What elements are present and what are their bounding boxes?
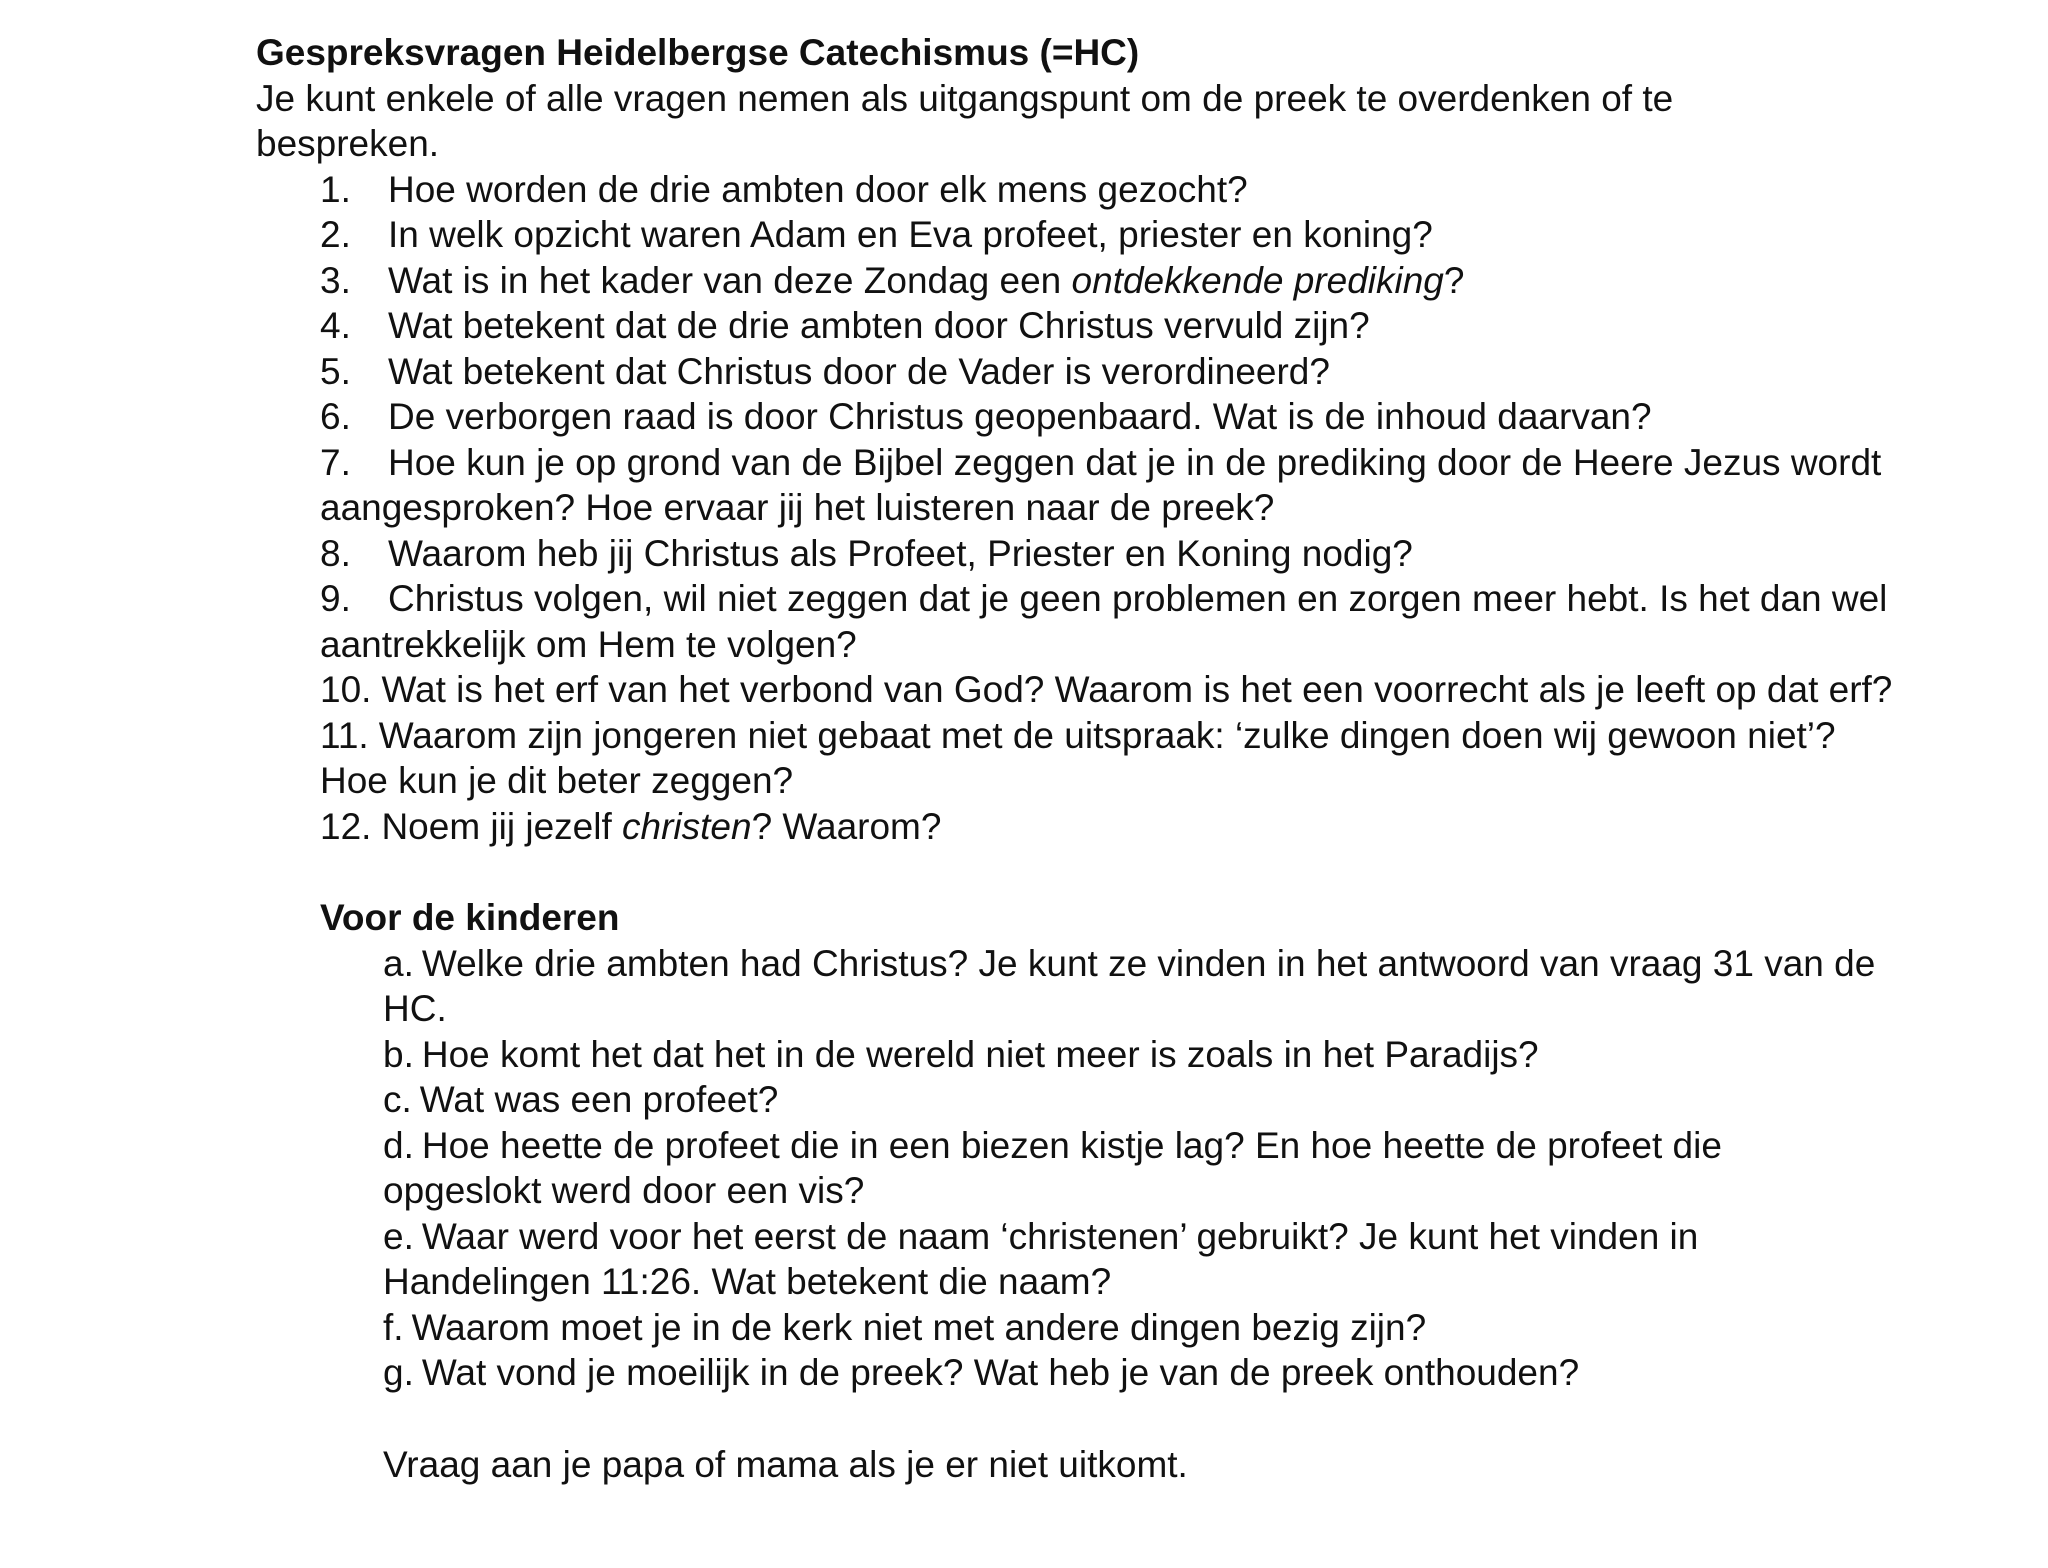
question-text: Wat betekent dat Christus door de Vader is verordineerd? [388,350,1330,392]
question-number: 12. [320,805,372,847]
question-text: Wat is het erf van het verbond van God? Waarom is het een voorrecht als je leeft op dat erf? [381,669,1893,710]
question-text-end: ? Waarom? [751,805,942,847]
question-text: Wat is in het kader van deze Zondag een [388,259,1072,301]
kids-question-letter: e. [383,1215,414,1257]
question-text-end: ? [1443,259,1465,301]
kids-section-heading: Voor de kinderen [320,897,620,938]
question-number: 4. [320,305,351,346]
question-text: Hoe kun je op grond van de Bijbel zeggen dat je in de prediking door de Heere Jezus wordt aangesproken? Hoe ervaar jij het luisteren naar de preek? [320,441,1882,528]
kids-question-text: Wat vond je moeilijk in de preek? Wat heb je van de preek onthouden? [421,1352,1580,1393]
question-emphasis: ontdekkende prediking [1071,259,1444,301]
question-number: 9. [320,578,351,619]
question-number: 10. [320,669,372,710]
kids-question-letter: d. [383,1124,414,1166]
kids-question-text: Hoe heette de profeet die in een biezen kistje lag? En hoe heette de profeet die opgeslokt werd door een vis? [383,1124,1722,1211]
list-item [320,804,1900,850]
list-item [320,576,1900,667]
question-text: Waarom heb jij Christus als Profeet, Priester en Koning nodig? [388,532,1413,574]
list-item [383,1032,1883,1078]
document-title: Gespreksvragen Heidelbergse Catechismus (=HC) [256,32,1140,73]
question-text: De verborgen raad is door Christus geopenbaard. Wat is de inhoud daarvan? [388,396,1652,437]
list-item [383,1350,1883,1396]
document-page [0,30,2048,1487]
kids-question-letter: f. [383,1306,404,1348]
question-text: Noem jij jezelf [381,805,623,847]
list-item [383,1214,1883,1305]
kids-question-text: Wat was een profeet? [419,1079,779,1120]
question-list [320,167,1900,850]
question-number: 3. [320,259,351,301]
question-number: 2. [320,214,351,255]
kids-question-list [383,941,1883,1396]
list-item [320,713,1900,804]
question-number: 8. [320,532,351,574]
list-item [383,941,1883,1032]
list-item [320,303,1900,349]
question-number: 11. [320,714,369,756]
section-spacer [0,1396,2048,1442]
section-spacer [0,849,2048,895]
kids-question-letter: b. [383,1033,414,1075]
kids-question-text: Hoe komt het dat het in de wereld niet meer is zoals in het Paradijs? [421,1033,1539,1075]
question-emphasis: christen [622,805,752,847]
list-item [383,1123,1883,1214]
list-item [320,394,1900,440]
question-text: Waarom zijn jongeren niet gebaat met de uitspraak: ‘zulke dingen doen wij gewoon niet’? Hoe kun je dit beter zeggen? [320,714,1836,801]
list-item [320,531,1900,577]
question-number: 1. [320,168,351,210]
list-item [383,1305,1883,1351]
question-text: In welk opzicht waren Adam en Eva profeet, priester en koning? [388,214,1433,255]
question-number: 5. [320,350,351,392]
kids-question-letter: a. [383,942,414,984]
intro-paragraph: Je kunt enkele of alle vragen nemen als uitgangspunt om de preek te overdenken of te bespreken. [256,77,1674,164]
list-item [320,349,1900,395]
kids-question-text: Waar werd voor het eerst de naam ‘christenen’ gebruikt? Je kunt het vinden in Handelingen 11:26. Wat betekent die naam? [383,1215,1699,1302]
question-text: Hoe worden de drie ambten door elk mens gezocht? [388,168,1248,210]
list-item [320,258,1900,304]
question-text: Wat betekent dat de drie ambten door Christus vervuld zijn? [388,305,1370,346]
list-item [383,1077,1883,1123]
list-item [320,167,1900,213]
list-item [320,212,1900,258]
kids-question-letter: c. [383,1079,412,1120]
question-number: 6. [320,396,351,437]
question-number: 7. [320,441,351,483]
kids-question-text: Waarom moet je in de kerk niet met andere dingen bezig zijn? [411,1306,1427,1348]
kids-question-letter: g. [383,1352,414,1393]
kids-question-text: Welke drie ambten had Christus? Je kunt ze vinden in het antwoord van vraag 31 van de HC. [383,942,1876,1029]
list-item [320,440,1900,531]
closing-note: Vraag aan je papa of mama als je er niet uitkomt. [383,1443,1188,1485]
question-text: Christus volgen, wil niet zeggen dat je geen problemen en zorgen meer hebt. Is het dan wel aantrekkelijk om Hem te volgen? [320,578,1888,665]
list-item [320,667,1900,713]
